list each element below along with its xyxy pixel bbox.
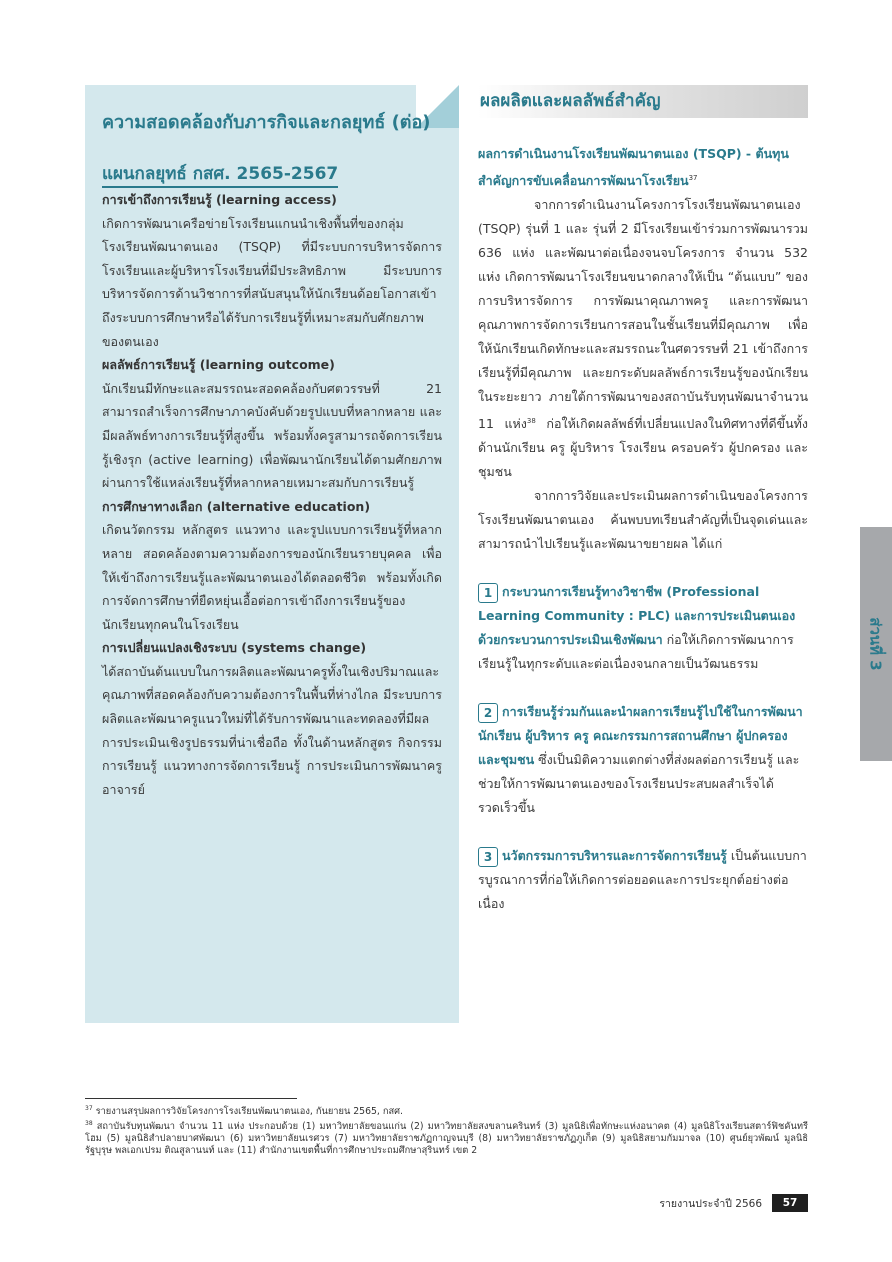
- footnotes: [85, 1103, 808, 1156]
- page-number: 57: [772, 1194, 808, 1212]
- learning-outcome-text: นักเรียนมีทักษะและสมรรถนะสอดคล้องกับศตวรรษที่ 21 สามารถสำเร็จการศึกษาภาคบังคับด้วยรูปแบบที่หลากหลาย และมีผลลัพธ์ทางการเรียนรู้ที่สูงขึ้น พร้อมทั้งครูสามารถจัดการเรียนรู้เชิงรุก (active learning) เพื่อพัฒนานักเรียนได้ตามศักยภาพ ผ่านการใช้แหล่งเรียนรู้ที่หลากหลายเหมาะสมกับการเรียนรู้: [102, 380, 442, 491]
- item-number-badge: 3: [478, 847, 498, 867]
- tsqp-paragraph-1-text: จากการดำเนินงานโครงการโรงเรียนพัฒนาตนเอง (TSQP) รุ่นที่ 1 และ รุ่นที่ 2 มีโรงเรียนเข้าร่วมการพัฒนารวม 636 แห่ง และพัฒนาต่อเนื่องจนจบโครงการ จำนวน 532 แห่ง เกิดการพัฒนาโรงเรียนขนาดกลางให้เป็น “ต้นแบบ” ของการบริหารจัดการ การพัฒนาคุณภาพครู และการพัฒนาคุณภาพการจัดการเรียนการสอนในชั้นเรียนที่มีคุณภาพ เพื่อให้นักเรียนเกิดทักษะและสมรรถนะในศตวรรษที่ 21 เข้าถึงการเรียนรู้ที่มีคุณภาพ และยกระดับผลลัพธ์การเรียนรู้ของนักเรียนในระยะยาว ภายใต้การพัฒนาของสถาบันรับทุนพัฒนาจำนวน 11 แห่ง: [478, 197, 808, 432]
- learning-access-heading: การเข้าถึงการเรียนรู้ (learning access): [102, 192, 337, 207]
- footnote-38-ref: 38: [85, 1119, 93, 1127]
- lesson-item-1-title: กระบวนการเรียนรู้ทางวิชาชีพ (Professional Learning Community : PLC) และการประเมินตนเองด้วยกระบวนการประเมินเชิงพัฒนา: [478, 584, 796, 648]
- tsqp-paragraph-2: จากการวิจัยและประเมินผลการดำเนินของโครงการโรงเรียนพัฒนาตนเอง ค้นพบบทเรียนสำคัญที่เป็นจุดเด่นและสามารถนำไปเรียนรู้และพัฒนาขยายผล ได้แก่: [478, 488, 808, 552]
- tsqp-heading-text: ผลการดำเนินงานโรงเรียนพัฒนาตนเอง (TSQP) - ต้นทุนสำคัญการขับเคลื่อนการพัฒนาโรงเรียน: [478, 146, 789, 189]
- systems-change-heading: การเปลี่ยนแปลงเชิงระบบ (systems change): [102, 640, 367, 656]
- learning-access-text: เกิดการพัฒนาเครือข่ายโรงเรียนแกนนำเชิงพื้นที่ของกลุ่มโรงเรียนพัฒนาตนเอง (TSQP) ที่มีระบบการบริหารจัดการโรงเรียนและผู้บริหารโรงเรียนที่มีประสิทธิภาพ มีระบบการบริหารจัดการด้านวิชาการที่สนับสนุนให้นักเรียนด้อยโอกาสเข้าถึงระบบการศึกษาหรือได้รับการเรียนรู้ที่เหมาะสมกับศักยภาพของตนเอง: [102, 215, 442, 349]
- lesson-item-1-text: ก่อให้เกิดการพัฒนาการเรียนรู้ในทุกระดับและต่อเนื่องจนกลายเป็นวัฒนธรรม: [478, 632, 794, 672]
- section-title: ผลผลิตและผลลัพธ์สำคัญ: [478, 85, 808, 118]
- alternative-education-text: เกิดนวัตกรรม หลักสูตร แนวทาง และรูปแบบการเรียนรู้ที่หลากหลาย สอดคล้องตามความต้องการของนักเรียนรายบุคคล เพื่อให้เข้าถึงการเรียนรู้และพัฒนาตนเองได้ตลอดชีวิต พร้อมทั้งเกิดการจัดการศึกษาที่ยืดหยุ่นเอื้อต่อการเข้าถึงการเรียนรู้ของนักเรียนทุกคนในโรงเรียน: [102, 522, 442, 632]
- strategic-plan-subtitle: แผนกลยุทธ์ กสศ. 2565-2567: [102, 163, 338, 188]
- systems-change-text: ได้สถาบันต้นแบบในการผลิตและพัฒนาครูทั้งในเชิงปริมาณและคุณภาพที่สอดคล้องกับความต้องการในพื้นที่ห่างไกล มีระบบการผลิตและพัฒนาครูแนวใหม่ที่ได้รับการพัฒนาและทดลองที่มีผลการประเมินเชิงรูปธรรมที่น่าเชื่อถือ ทั้งในด้านหลักสูตร กิจกรรมการเรียนรู้ แนวทางการจัดการเรียนรู้ การประเมินการพัฒนาครูอาจารย์: [102, 663, 442, 797]
- tsqp-paragraph-1: [478, 193, 808, 484]
- tsqp-heading: [478, 142, 808, 193]
- alternative-education-heading: การศึกษาทางเลือก (alternative education): [102, 498, 371, 514]
- footnote-38: [85, 1118, 808, 1156]
- chapter-side-tab-label-wrap: [860, 527, 892, 761]
- lesson-item-3: [478, 844, 808, 916]
- lesson-item-2-text: ซึ่งเป็นมิติความแตกต่างที่ส่งผลต่อการเรียนรู้ และช่วยให้การพัฒนาตนเองของโรงเรียนประสบผลสำเร็จได้รวดเร็วขึ้น: [478, 752, 800, 816]
- footnote-37: [85, 1103, 808, 1118]
- report-label: รายงานประจำปี 2566: [659, 1198, 762, 1210]
- lesson-item-2-title: การเรียนรู้ร่วมกันและนำผลการเรียนรู้ไปใช้ในการพัฒนานักเรียน ผู้บริหาร ครู คณะกรรมการสถานศึกษา ผู้ปกครอง และชุมชน: [478, 704, 803, 768]
- learning-outcome-heading: ผลลัพธ์การเรียนรู้ (learning outcome): [102, 357, 335, 373]
- lesson-item-1: [478, 580, 808, 676]
- footnote-ref-38: 38: [526, 417, 536, 426]
- footnote-38-text: สถาบันรับทุนพัฒนา จำนวน 11 แห่ง ประกอบด้วย (1) มหาวิทยาลัยขอนแก่น (2) มหาวิทยาลัยสงขลานครินทร์ (3) มูลนิธิเพื่อทักษะแห่งอนาคต (4) มูลนิธิโรงเรียนสตาร์ฟิชคันทรีโฮม (5) มูลนิธิสำปลายบาศพัฒนา (6) มหาวิทยาลัยนเรศวร (7) มหาวิทยาลัยราชภัฏกาญจนบุรี (8) มหาวิทยาลัยราชภัฏภูเก็ต (9) มูลนิธิสยามกัมมาจล (10) ศูนย์ยุวพัฒน์ มูลนิธิรัฐบุรุษ พลเอกเปรม ติณสูลานนท์ และ (11) สำนักงานเขตพื้นที่การศึกษาประถมศึกษาสุรินทร์ เขต 2: [85, 1120, 808, 1156]
- lesson-item-3-text: เป็นต้นแบบการบูรณาการที่ก่อให้เกิดการต่อยอดและการประยุกต์อย่างต่อเนื่อง: [478, 848, 807, 912]
- footnote-divider: [85, 1098, 297, 1099]
- footnote-37-text: รายงานสรุปผลการวิจัยโครงการโรงเรียนพัฒนาตนเอง, กันยายน 2565, กสศ.: [92, 1106, 403, 1118]
- tsqp-paragraph-1-tail: ก่อให้เกิดผลลัพธ์ที่เปลี่ยนแปลงในทิศทางที่ดีขึ้นทั้งด้านนักเรียน ครู ผู้บริหาร โรงเรียน ครอบครัว ผู้ปกครอง และชุมชน: [478, 416, 808, 480]
- alignment-title: ความสอดคล้องกับภารกิจและกลยุทธ์ (ต่อ): [102, 112, 431, 133]
- footnote-ref-37: 37: [688, 174, 698, 182]
- page-footer: [590, 1194, 808, 1214]
- chapter-side-tab-label: ส่วนที่ 3: [867, 617, 886, 671]
- lesson-item-3-title: นวัตกรรมการบริหารและการจัดการเรียนรู้: [502, 848, 727, 864]
- item-number-badge: 1: [478, 583, 498, 603]
- item-number-badge: 2: [478, 703, 498, 723]
- strategy-alignment-content: [102, 110, 442, 801]
- outputs-outcomes-column: [478, 85, 808, 916]
- lesson-item-2: [478, 700, 808, 820]
- footnote-37-ref: 37: [85, 1105, 93, 1112]
